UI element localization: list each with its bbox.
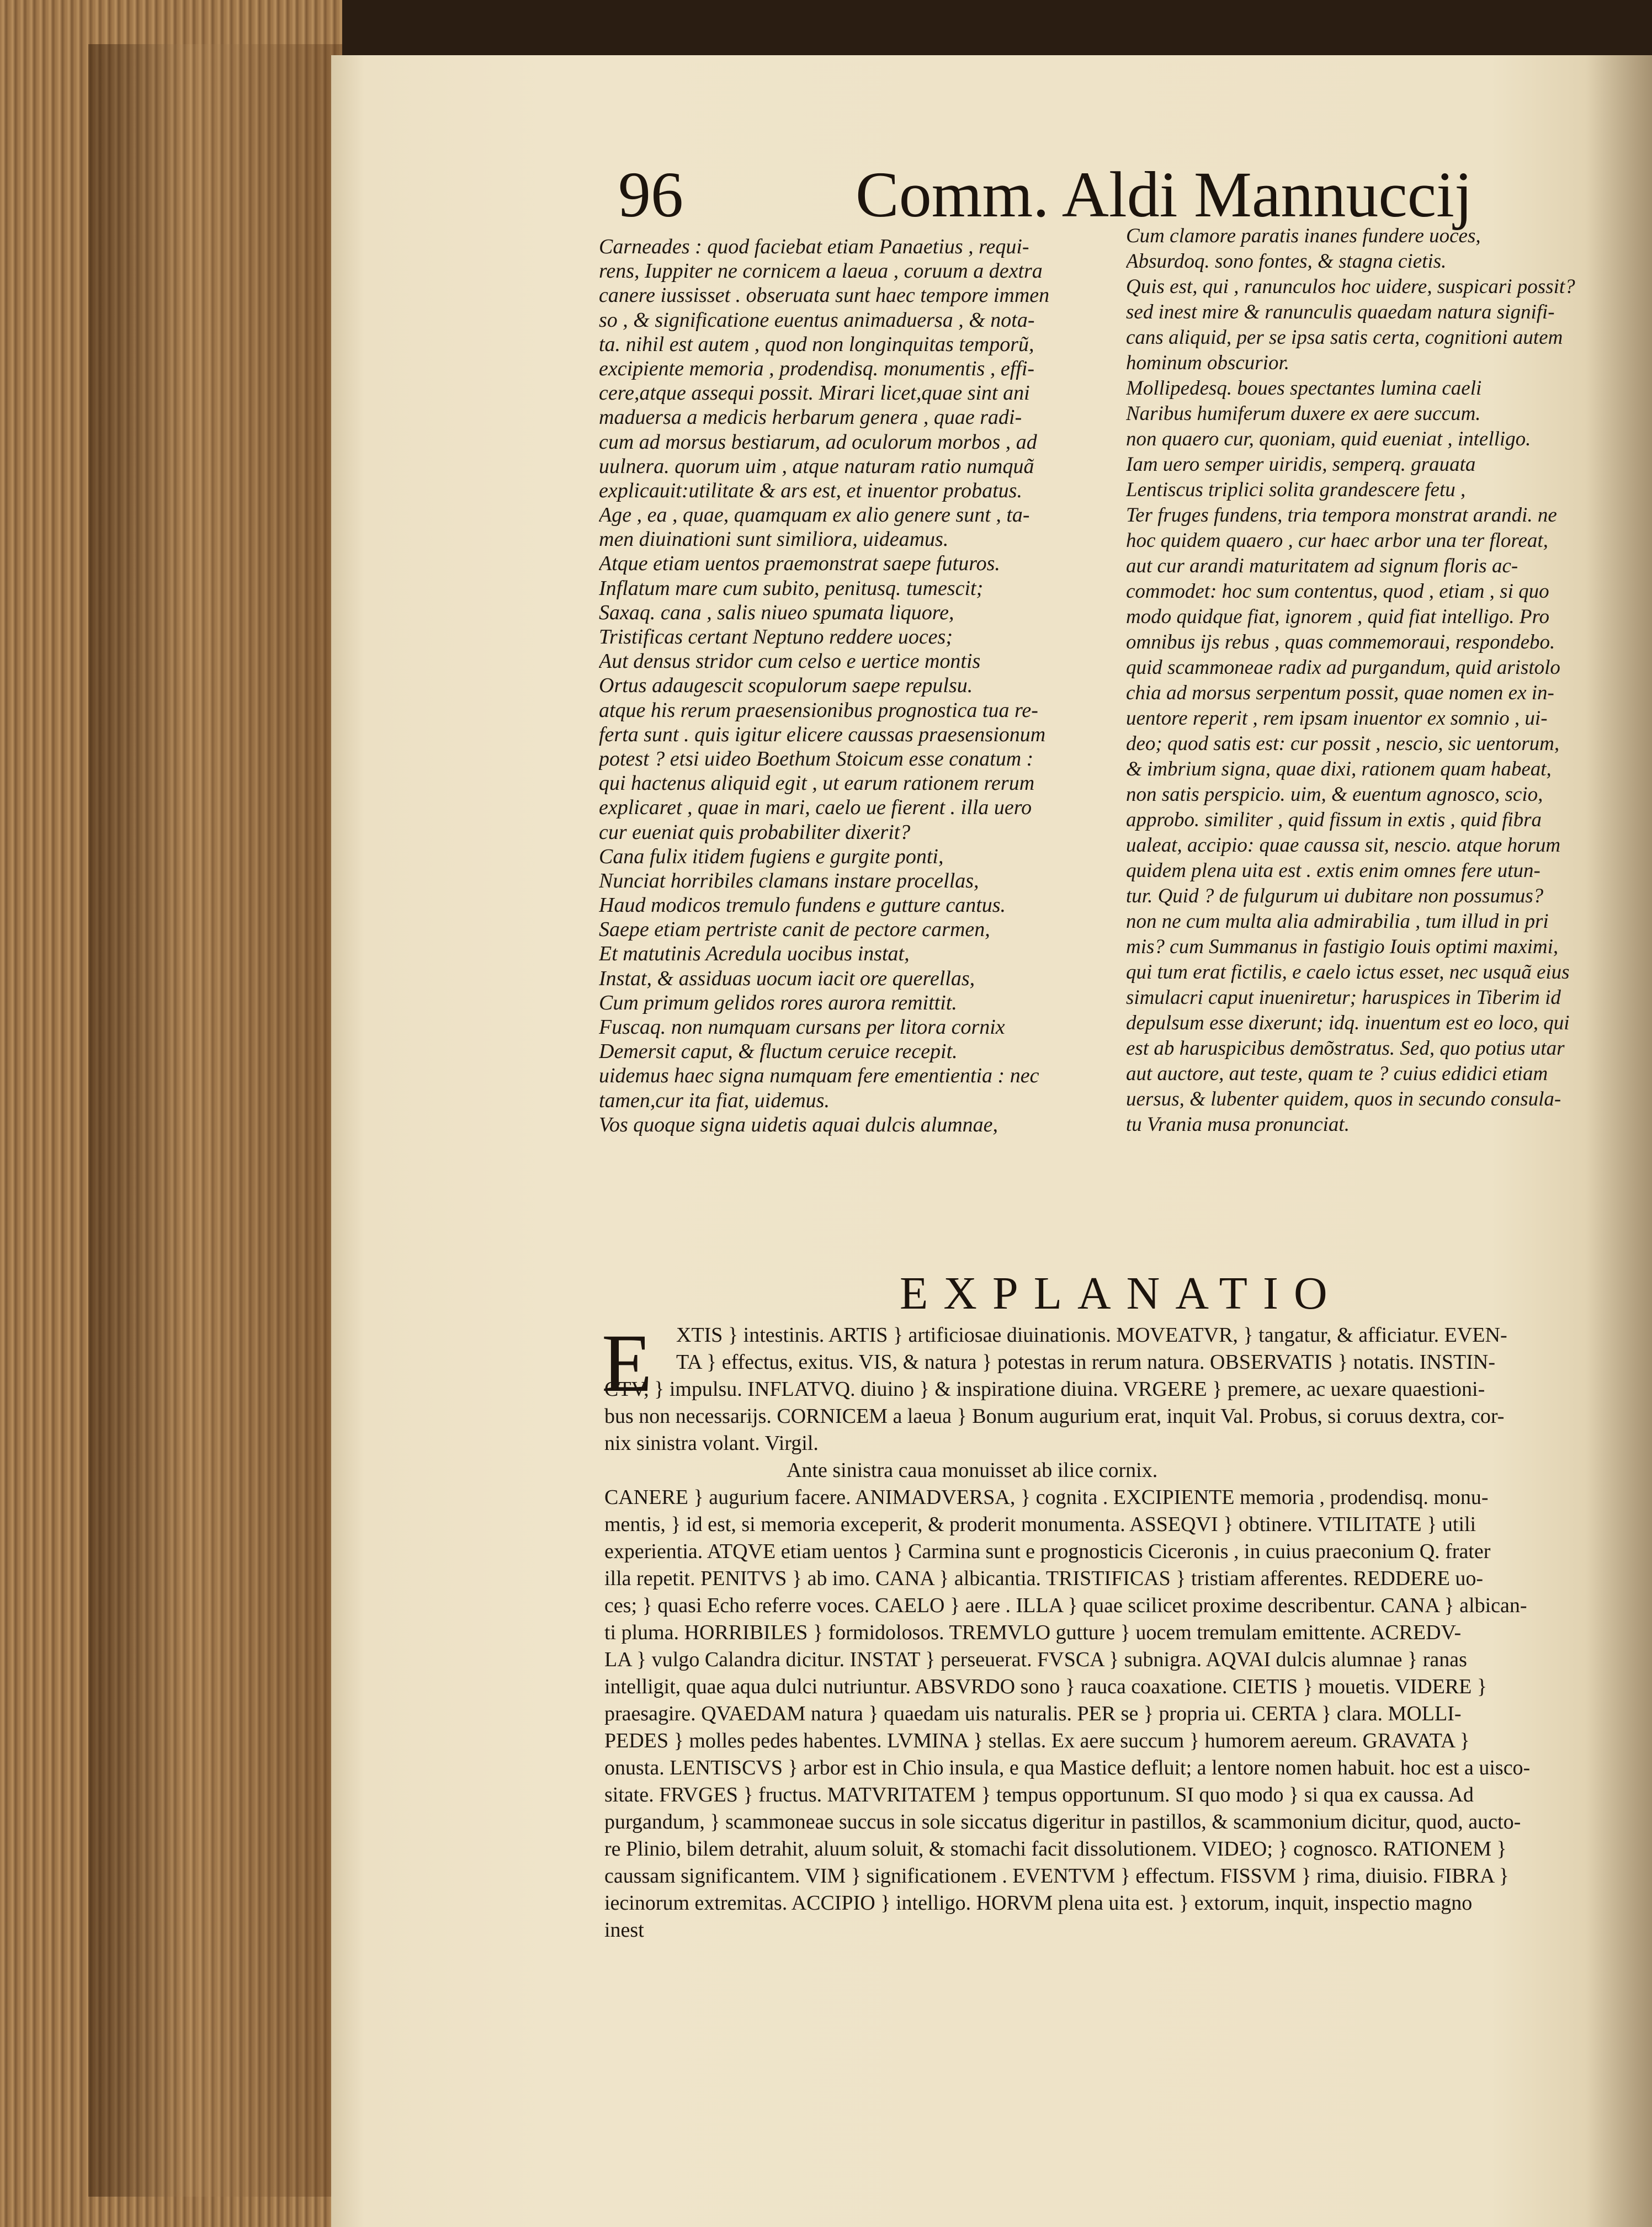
text-line: caussam significantem. VIM } significationem . EVENTVM } effectum. FISSVM } rima, diuisio. FIBRA } bbox=[604, 1864, 1509, 1888]
text-line: approbo. similiter , quid fissum in extis , quid fibra bbox=[1126, 809, 1542, 831]
text-line: ces; } quasi Echo referre voces. CAELO } aere . ILLA } quae scilicet proxime describentur. CANA } albican- bbox=[604, 1594, 1527, 1617]
text-line: purgandum, } scammoneae succus in sole siccatus digeritur in pastillos, & scammonium dicitur, quod, aucto- bbox=[604, 1810, 1521, 1833]
header-title: Comm. Aldi Mannuccij bbox=[856, 158, 1473, 231]
text-line: onusta. LENTISCVS } arbor est in Chio insula, e qua Mastice defluit; a lentore nomen habuit. hoc est a uisco- bbox=[604, 1756, 1531, 1779]
text-line: men diuinationi sunt similiora, uideamus. bbox=[599, 528, 949, 551]
text-line: hoc quidem quaero , cur haec arbor una ter floreat, bbox=[1126, 529, 1548, 552]
text-line: explicauit:utilitate & ars est, et inuentor probatus. bbox=[599, 479, 1022, 502]
text-line: depulsum esse dixerunt; idq. inuentum est eo loco, qui bbox=[1126, 1012, 1570, 1034]
text-line: Cana fulix itidem fugiens e gurgite ponti, bbox=[599, 844, 944, 868]
text-line: Quis est, qui , ranunculos hoc uidere, suspicari possit? bbox=[1126, 275, 1575, 298]
text-line: TA } effectus, exitus. VIS, & natura } potestas in rerum natura. OBSERVATIS } notatis. INSTIN- bbox=[676, 1351, 1496, 1374]
text-line: experientia. ATQVE etiam uentos } Carmina sunt e prognosticis Ciceronis , in cuius praeconium Q. frater bbox=[604, 1540, 1491, 1563]
text-line: ferta sunt . quis igitur elicere caussas praesensionum bbox=[599, 722, 1046, 746]
text-line: & imbrium signa, quae dixi, rationem quam habeat, bbox=[1126, 758, 1552, 780]
text-line: Atque etiam uentos praemonstrat saepe futuros. bbox=[599, 552, 1000, 576]
text-line: Saepe etiam pertriste canit de pectore carmen, bbox=[599, 918, 990, 942]
text-line: uentore reperit , rem ipsam inuentor ex somnio , ui- bbox=[1126, 707, 1548, 730]
text-line: ti pluma. HORRIBILES } formidolosos. TREMVLO gutture } uocem tremulam emittente. ACREDV- bbox=[604, 1621, 1462, 1644]
text-line: sitate. FRVGES } fructus. MATVRITATEM } tempus opportunum. SI quo modo } si qua ex caussa. Ad bbox=[604, 1783, 1474, 1806]
text-line: simulacri caput inueniretur; haruspices in Tiberim id bbox=[1126, 986, 1561, 1009]
text-line: non satis perspicio. uim, & euentum agnosco, scio, bbox=[1126, 783, 1543, 806]
text-line: omnibus ijs rebus , quas commemoraui, respondebo. bbox=[1126, 631, 1555, 653]
text-line: tamen,cur ita fiat, uidemus. bbox=[599, 1088, 830, 1112]
text-line: Ante sinistra caua monuisset ab ilice cornix. bbox=[787, 1459, 1158, 1482]
text-line: re Plinio, bilem detrahit, aluum soluit, & stomachi facit dissolutionem. VIDEO; } cognosco. RATIONEM } bbox=[604, 1837, 1507, 1861]
text-line: intelligit, quae aqua dulci nutriuntur. ABSVRDO sono } rauca coaxatione. CIETIS } mouetis. VIDERE } bbox=[604, 1675, 1488, 1698]
text-line: Naribus humiferum duxere ex aere succum. bbox=[1126, 402, 1481, 425]
text-line: Ortus adaugescit scopulorum saepe repulsu. bbox=[599, 674, 973, 698]
text-line: cere,atque assequi possit. Mirari licet,quae sint ani bbox=[599, 381, 1030, 405]
text-line: Demersit caput, & fluctum ceruice recepit. bbox=[599, 1040, 958, 1064]
text-line: mentis, } id est, si memoria exceperit, & proderit monumenta. ASSEQVI } obtinere. VTILITATE } utili bbox=[604, 1513, 1476, 1536]
text-line: atque his rerum praesensionibus prognostica tua re- bbox=[599, 698, 1038, 722]
text-line: potest ? etsi uideo Boethum Stoicum esse conatum : bbox=[599, 747, 1034, 770]
text-line: nix sinistra volant. Virgil. bbox=[604, 1432, 819, 1455]
text-line: Saxaq. cana , salis niueo spumata liquore, bbox=[599, 600, 954, 624]
text-line: non ne cum multa alia admirabilia , tum illud in pri bbox=[1126, 910, 1549, 933]
commentary-block bbox=[602, 1317, 1609, 1944]
text-line: Et matutinis Acredula uocibus instat, bbox=[599, 942, 910, 966]
text-line: Cum clamore paratis inanes fundere uoces, bbox=[1126, 225, 1481, 247]
text-line: Absurdoq. sono fontes, & stagna cietis. bbox=[1126, 250, 1447, 273]
text-line: uulnera. quorum uim , atque naturam ratio numquã bbox=[599, 454, 1034, 478]
text-line: Age , ea , quae, quamquam ex alio genere sunt , ta- bbox=[599, 503, 1030, 527]
page-edge-shadow bbox=[88, 44, 342, 2197]
drop-cap: E bbox=[602, 1317, 652, 1409]
text-line: mis? cum Summanus in fastigio Iouis optimi maximi, bbox=[1126, 936, 1559, 958]
text-line: sed inest mire & ranunculis quaedam natura signifi- bbox=[1126, 301, 1555, 323]
text-line: Tristificas certant Neptuno reddere uoces; bbox=[599, 625, 953, 649]
text-line: Lentiscus triplici solita grandescere fetu , bbox=[1126, 479, 1466, 501]
text-line: LA } vulgo Calandra dicitur. INSTAT } perseuerat. FVSCA } subnigra. AQVAI dulcis alumnae } ranas bbox=[604, 1648, 1467, 1671]
text-line: explicaret , quae in mari, caelo ue fierent . illa uero bbox=[599, 796, 1032, 820]
text-line: cur eueniat quis probabiliter dixerit? bbox=[599, 820, 911, 844]
text-line: qui hactenus aliquid egit , ut earum rationem rerum bbox=[599, 772, 1035, 795]
text-line: Vos quoque signa uidetis aquai dulcis alumnae, bbox=[599, 1113, 998, 1136]
text-line: so , & significatione euentus animaduersa , & nota- bbox=[599, 308, 1035, 332]
text-line: bus non necessarijs. CORNICEM a laeua } Bonum augurium erat, inquit Val. Probus, si coruus dextra, cor- bbox=[604, 1405, 1505, 1428]
text-line: ta. nihil est autem , quod non longinquitas temporũ, bbox=[599, 332, 1034, 356]
text-line: Haud modicos tremulo fundens e gutture cantus. bbox=[599, 894, 1006, 917]
text-line: quid scammoneae radix ad purgandum, quid aristolo bbox=[1126, 656, 1560, 679]
text-line: tu Vrania musa pronunciat. bbox=[1126, 1113, 1350, 1136]
text-line: chia ad morsus serpentum possit, quae nomen ex in- bbox=[1126, 682, 1554, 704]
text-line: Nunciat horribiles clamans instare procellas, bbox=[599, 869, 979, 892]
text-line: canere iussisset . obseruata sunt haec tempore immen bbox=[599, 284, 1050, 307]
text-line: Inflatum mare cum subito, penitusq. tumescit; bbox=[599, 576, 984, 600]
text-line: PEDES } molles pedes habentes. LVMINA } stellas. Ex aere succum } humorem aereum. GRAVATA } bbox=[604, 1729, 1470, 1752]
text-line: deo; quod satis est: cur possit , nescio, sic uentorum, bbox=[1126, 732, 1560, 755]
text-line: quidem plena uita est . extis enim omnes fere utun- bbox=[1126, 859, 1541, 882]
text-line: inest bbox=[604, 1918, 644, 1942]
section-heading: EXPLANATIO bbox=[900, 1268, 1343, 1319]
right-text-column bbox=[1126, 224, 1617, 1138]
text-line: aut cur arandi maturitatem ad signum floris ac- bbox=[1126, 555, 1518, 577]
text-line: Instat, & assiduas uocum iacit ore querellas, bbox=[599, 966, 975, 990]
text-line: est ab haruspicibus demõstratus. Sed, quo potius utar bbox=[1126, 1037, 1565, 1060]
left-text-column bbox=[599, 235, 1118, 1137]
text-line: excipiente memoria , prodendisq. monumentis , effi- bbox=[599, 357, 1035, 380]
text-line: commodet: hoc sum contentus, quod , etiam , si quo bbox=[1126, 580, 1549, 603]
text-line: XTIS } intestinis. ARTIS } artificiosae diuinationis. MOVEATVR, } tangatur, & afficiatur. EVEN- bbox=[676, 1324, 1507, 1347]
text-line: tur. Quid ? de fulgurum ui dubitare non possumus? bbox=[1126, 885, 1544, 907]
text-line: Cum primum gelidos rores aurora remittit. bbox=[599, 991, 957, 1014]
text-line: CTV, } impulsu. INFLATVQ. diuino } & inspiratione diuina. VRGERE } premere, ac uexare quaestioni- bbox=[604, 1378, 1485, 1401]
text-line: cans aliquid, per se ipsa satis certa, cognitioni autem bbox=[1126, 326, 1563, 349]
text-line: non quaero cur, quoniam, quid eueniat , intelligo. bbox=[1126, 428, 1531, 450]
text-line: illa repetit. PENITVS } ab imo. CANA } albicantia. TRISTIFICAS } tristiam afferentes. REDDERE uo- bbox=[604, 1567, 1484, 1590]
text-line: Carneades : quod faciebat etiam Panaetius , requi- bbox=[599, 235, 1029, 258]
text-line: rens, Iuppiter ne cornicem a laeua , coruum a dextra bbox=[599, 259, 1043, 283]
text-line: Aut densus stridor cum celso e uertice montis bbox=[599, 650, 981, 673]
text-line: Fuscaq. non numquam cursans per litora cornix bbox=[599, 1016, 1005, 1039]
text-line: Iam uero semper uiridis, semperq. grauata bbox=[1126, 453, 1476, 476]
text-line: Ter fruges fundens, tria tempora monstrat arandi. ne bbox=[1126, 504, 1557, 527]
text-line: Mollipedesq. boues spectantes lumina caeli bbox=[1126, 377, 1482, 400]
text-line: modo quidque fiat, ignorem , quid fiat intelligo. Pro bbox=[1126, 605, 1550, 628]
text-line: qui tum erat fictilis, e caelo ictus esset, nec usquã eius bbox=[1126, 961, 1570, 984]
text-line: praesagire. QVAEDAM natura } quaedam uis naturalis. PER se } propria ui. CERTA } clara. MOLLI- bbox=[604, 1702, 1462, 1725]
text-line: hominum obscurior. bbox=[1126, 352, 1290, 374]
text-line: maduersa a medicis herbarum genera , quae radi- bbox=[599, 406, 1022, 429]
text-line: uidemus haec signa numquam fere ementientia : nec bbox=[599, 1064, 1039, 1088]
text-line: uersus, & lubenter quidem, quos in secundo consula- bbox=[1126, 1088, 1561, 1110]
text-line: CANERE } augurium facere. ANIMADVERSA, } cognita . EXCIPIENTE memoria , prodendisq. monu- bbox=[604, 1486, 1489, 1509]
text-line: iecinorum extremitas. ACCIPIO } intelligo. HORVM plena uita est. } extorum, inquit, inspectio magno bbox=[604, 1891, 1473, 1915]
text-line: aut auctore, aut teste, quam te ? cuius edidici etiam bbox=[1126, 1062, 1548, 1085]
page-number: 96 bbox=[618, 158, 683, 231]
text-line: ualeat, accipio: quae caussa sit, nescio. atque horum bbox=[1126, 834, 1561, 857]
text-line: cum ad morsus bestiarum, ad oculorum morbos , ad bbox=[599, 430, 1037, 454]
